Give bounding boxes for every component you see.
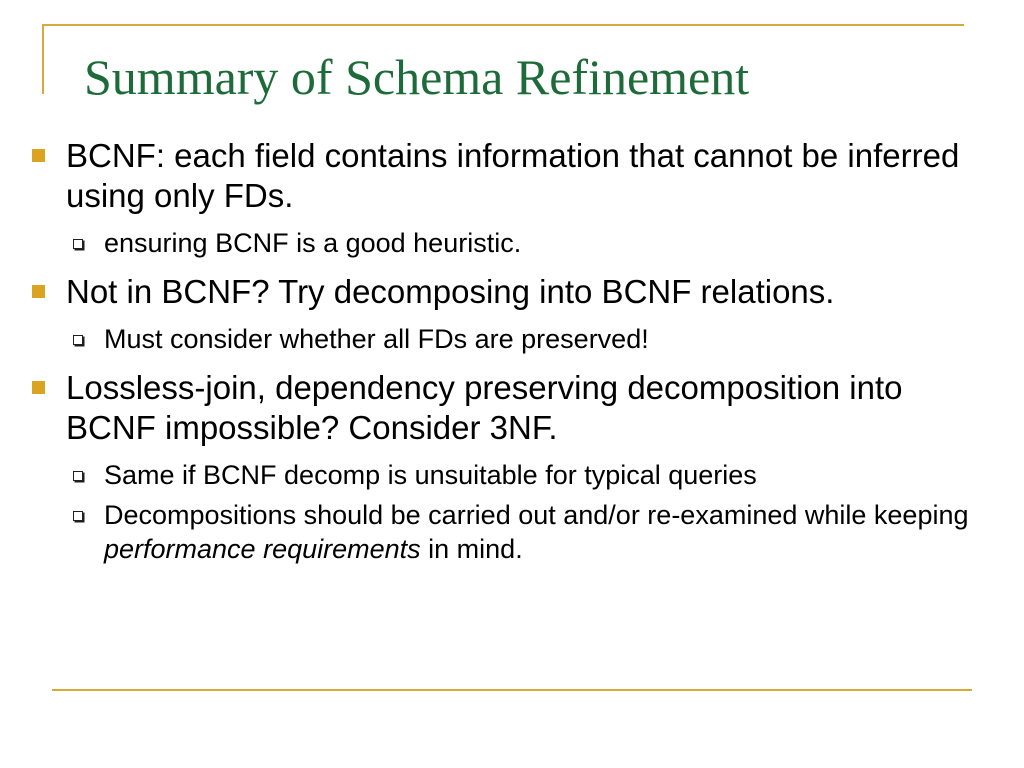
hollow-square-bullet-icon	[73, 239, 83, 249]
sub-bullet-text-before: Decompositions should be carried out and/or re-examined while keeping	[104, 500, 969, 530]
hollow-square-bullet-icon	[73, 511, 83, 521]
sub-bullet-item-2-1	[104, 322, 984, 356]
filled-square-bullet-icon	[32, 149, 45, 162]
sub-bullet-text: ensuring BCNF is a good heuristic.	[104, 228, 522, 258]
hollow-square-bullet-icon	[73, 471, 83, 481]
frame-left-line	[42, 24, 44, 94]
frame-bottom-line	[52, 689, 972, 691]
sub-bullet-text: Same if BCNF decomp is unsuitable for typical queries	[104, 460, 757, 490]
filled-square-bullet-icon	[32, 285, 45, 298]
bullet-item-2	[66, 272, 964, 312]
sub-bullet-item-3-2	[104, 498, 984, 566]
bullet-text: Not in BCNF? Try decomposing into BCNF relations.	[66, 273, 835, 310]
bullet-item-1	[66, 136, 964, 216]
sub-bullet-text-after: in mind.	[420, 534, 523, 564]
hollow-square-bullet-icon	[73, 335, 83, 345]
filled-square-bullet-icon	[32, 381, 45, 394]
bullet-text: Lossless-join, dependency preserving decomposition into BCNF impossible? Consider 3NF.	[66, 369, 903, 446]
sub-bullet-emphasis: performance requirements	[104, 534, 421, 564]
sub-bullet-item-1-1	[104, 226, 984, 260]
frame-top-line	[42, 24, 964, 26]
slide-title: Summary of Schema Refinement	[84, 49, 750, 105]
sub-bullet-text: Must consider whether all FDs are preserved!	[104, 324, 649, 354]
bullet-text: BCNF: each field contains information that cannot be inferred using only FDs.	[66, 137, 960, 214]
sub-bullet-item-3-1	[104, 458, 984, 492]
bullet-list	[0, 136, 1024, 566]
bullet-item-3	[66, 368, 964, 448]
